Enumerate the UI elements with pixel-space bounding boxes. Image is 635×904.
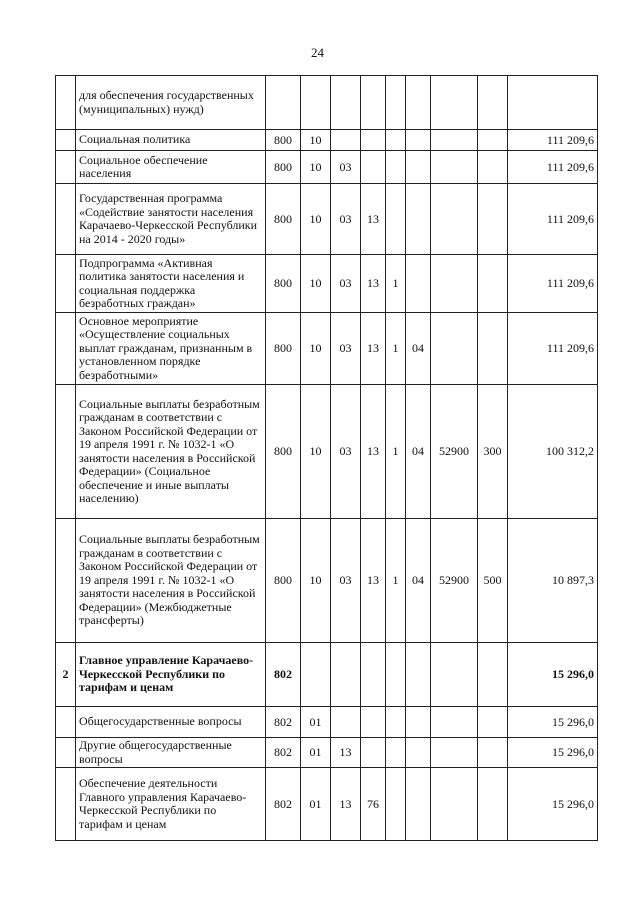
row-index [56,707,76,738]
row-index [56,255,76,313]
code-subprogram [386,707,406,738]
code-subprogram [386,738,406,768]
table-row [56,519,598,643]
row-name: Общегосударственные вопросы [76,707,266,738]
code-direction [431,184,478,255]
row-index [56,519,76,643]
table-row [56,184,598,255]
code-measure [406,643,431,707]
row-amount: 111 209,6 [508,184,598,255]
row-name: Главное управление Карачаево-Черкесской Республики по тарифам и ценам [76,643,266,707]
code-measure: 04 [406,385,431,519]
code-subsection: 03 [331,255,361,313]
code-section: 10 [301,385,331,519]
code-subprogram [386,130,406,151]
code-program: 13 [361,519,386,643]
code-direction [431,130,478,151]
table-row [56,313,598,385]
page-number: 24 [311,45,324,60]
code-program [361,643,386,707]
code-section: 01 [301,768,331,841]
code-measure [406,255,431,313]
code-section: 10 [301,313,331,385]
code-subsection: 13 [331,738,361,768]
row-name: Другие общегосударственные вопросы [76,738,266,768]
code-measure [406,738,431,768]
row-name: Социальные выплаты безработным гражданам в соответствии с Законом Российской Федерации от 19 апреля 1991 г. № 1032-1 «О занятости населения в Российской Федерации» (Межбюджетные трансферты) [76,519,266,643]
code-subsection: 13 [331,768,361,841]
code-subprogram [386,184,406,255]
row-index [56,768,76,841]
code-program [361,738,386,768]
code-ministry: 800 [266,151,301,184]
code-subprogram: 1 [386,255,406,313]
code-ministry: 802 [266,768,301,841]
code-expense-type [478,313,508,385]
code-section: 10 [301,184,331,255]
code-direction [431,643,478,707]
code-program [361,130,386,151]
row-index [56,76,76,130]
code-subsection: 03 [331,519,361,643]
code-subprogram: 1 [386,313,406,385]
row-amount: 100 312,2 [508,385,598,519]
row-amount: 15 296,0 [508,738,598,768]
code-program: 76 [361,768,386,841]
code-direction [431,255,478,313]
code-section: 10 [301,130,331,151]
code-subprogram: 1 [386,385,406,519]
row-index [56,385,76,519]
code-section: 01 [301,707,331,738]
table-row [56,707,598,738]
row-amount: 15 296,0 [508,768,598,841]
row-amount: 111 209,6 [508,151,598,184]
code-subsection: 03 [331,313,361,385]
code-ministry [266,76,301,130]
code-direction [431,738,478,768]
code-direction [431,151,478,184]
code-section: 01 [301,738,331,768]
table-row [56,255,598,313]
code-program [361,76,386,130]
code-expense-type: 500 [478,519,508,643]
code-measure [406,151,431,184]
code-program [361,151,386,184]
budget-table [55,75,598,841]
code-ministry: 800 [266,519,301,643]
table-row [56,151,598,184]
code-ministry: 800 [266,130,301,151]
code-measure [406,707,431,738]
row-index [56,184,76,255]
table-row [56,130,598,151]
code-measure: 04 [406,519,431,643]
row-index: 2 [56,643,76,707]
code-subsection: 03 [331,151,361,184]
row-amount [508,76,598,130]
code-expense-type [478,151,508,184]
code-subprogram: 1 [386,519,406,643]
row-index [56,151,76,184]
code-section [301,643,331,707]
code-ministry: 802 [266,707,301,738]
code-subsection: 03 [331,184,361,255]
code-ministry: 800 [266,313,301,385]
code-direction [431,76,478,130]
code-expense-type [478,643,508,707]
row-index [56,738,76,768]
code-program [361,707,386,738]
row-name: Государственная программа «Содействие занятости населения Карачаево-Черкесской Республики на 2014 - 2020 годы» [76,184,266,255]
table-row [56,768,598,841]
code-measure [406,130,431,151]
code-expense-type [478,738,508,768]
code-program: 13 [361,184,386,255]
code-expense-type [478,130,508,151]
row-name: для обеспечения государственных (муниципальных) нужд) [76,76,266,130]
row-name: Подпрограмма «Активная политика занятости населения и социальная поддержка безработных граждан» [76,255,266,313]
code-expense-type [478,76,508,130]
row-index [56,130,76,151]
code-subsection [331,76,361,130]
code-expense-type: 300 [478,385,508,519]
code-direction: 52900 [431,385,478,519]
code-expense-type [478,184,508,255]
code-section: 10 [301,519,331,643]
code-ministry: 802 [266,738,301,768]
code-subsection [331,707,361,738]
row-name: Основное мероприятие «Осуществление социальных выплат гражданам, признанным в установленном порядке безработными» [76,313,266,385]
table-body [56,76,598,841]
code-ministry: 800 [266,255,301,313]
code-section: 10 [301,151,331,184]
code-program: 13 [361,313,386,385]
table-row [56,643,598,707]
code-subprogram [386,151,406,184]
table-row [56,385,598,519]
code-direction: 52900 [431,519,478,643]
code-program: 13 [361,255,386,313]
code-measure [406,184,431,255]
code-section [301,76,331,130]
code-direction [431,707,478,738]
code-subsection [331,643,361,707]
code-direction [431,768,478,841]
table-row [56,76,598,130]
code-measure: 04 [406,313,431,385]
code-expense-type [478,707,508,738]
code-measure [406,76,431,130]
code-subprogram [386,768,406,841]
table-row [56,738,598,768]
code-program: 13 [361,385,386,519]
row-amount: 15 296,0 [508,707,598,738]
row-amount: 111 209,6 [508,313,598,385]
code-subprogram [386,643,406,707]
code-expense-type [478,768,508,841]
code-subsection: 03 [331,385,361,519]
row-name: Социальное обеспечение населения [76,151,266,184]
row-amount: 111 209,6 [508,255,598,313]
code-subprogram [386,76,406,130]
code-ministry: 800 [266,385,301,519]
row-name: Социальные выплаты безработным гражданам в соответствии с Законом Российской Федерации от 19 апреля 1991 г. № 1032-1 «О занятости населения в Российской Федерации» (Социальное обеспечение и иные выплаты населению) [76,385,266,519]
code-section: 10 [301,255,331,313]
code-measure [406,768,431,841]
row-name: Социальная политика [76,130,266,151]
code-ministry: 802 [266,643,301,707]
row-amount: 111 209,6 [508,130,598,151]
code-direction [431,313,478,385]
code-subsection [331,130,361,151]
code-ministry: 800 [266,184,301,255]
row-index [56,313,76,385]
row-amount: 10 897,3 [508,519,598,643]
code-expense-type [478,255,508,313]
row-amount: 15 296,0 [508,643,598,707]
row-name: Обеспечение деятельности Главного управления Карачаево-Черкесской Республики по тарифам и ценам [76,768,266,841]
